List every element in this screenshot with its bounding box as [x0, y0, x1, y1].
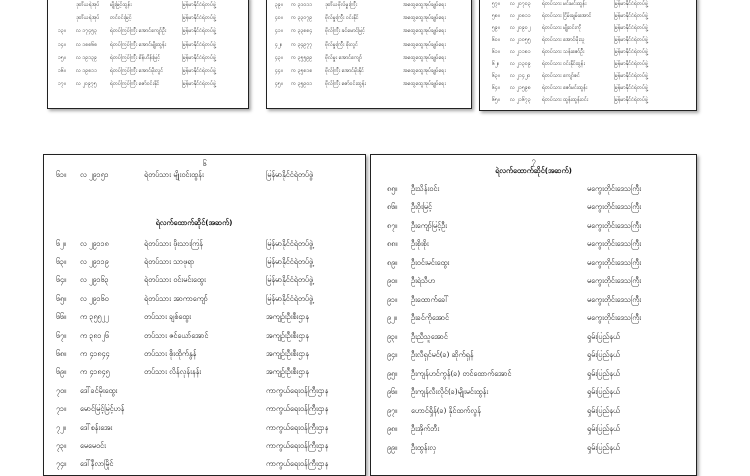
- page-thumbnail-top-left: [47, 0, 249, 109]
- entry-name: ရဲတပ်သား ဝင်းမင်းထွေး: [144, 275, 206, 285]
- entry-unit: မြန်မာနိုင်ငံရဲတပ်ဖွဲ့: [182, 41, 217, 48]
- entry-row: [275, 64, 465, 77]
- entry-number: ၅၈။: [492, 13, 500, 19]
- entry-name: ရဲတပ်သား ဖိုးသားကြန်: [144, 238, 203, 248]
- entry-row: [56, 170, 357, 181]
- entry-id: ဒုတိယရဲအုပ်: [76, 14, 100, 21]
- entry-name: ဗိုလ်ကြီး ခင်မောင်မြင့်: [325, 28, 366, 35]
- entry-unit: အထွေထွေအုပ်ချုပ်ရေး: [403, 54, 446, 61]
- entry-id: က ၃၈၁၂၆: [80, 330, 110, 340]
- entry-row: [492, 22, 690, 34]
- entry-row: [387, 439, 688, 458]
- entry-number: ၁၅။: [58, 54, 66, 61]
- page-number: ၆: [202, 159, 207, 168]
- entry-unit: မြန်မာနိုင်ငံရဲတပ်ဖွဲ့: [614, 61, 649, 67]
- entry-id: ဒုတိယရဲအုပ်: [76, 1, 100, 8]
- entry-id: က ၃၁၀၁၁: [291, 1, 313, 8]
- entry-unit: အကျဉ်းဦးစီးဌာန: [266, 367, 309, 377]
- entry-unit: ရှမ်းပြည်နယ်: [587, 387, 621, 397]
- entry-unit: မကွေးတိုင်းဒေသကြီး: [587, 239, 642, 249]
- entry-unit: မကွေးတိုင်းဒေသကြီး: [587, 313, 642, 323]
- entry-row: [387, 347, 688, 366]
- entry-id: မေမေဝင်း: [80, 440, 106, 450]
- entry-number: ၈၆။: [387, 202, 398, 212]
- entry-row: [56, 437, 357, 455]
- entry-row: [387, 291, 688, 310]
- entry-number: ၆၄။: [492, 85, 500, 91]
- entry-name: ဦးကျန်ဟင်ကွန်(ခ) တင်ထောက်အောင်: [411, 368, 512, 378]
- entry-id: လ ၂၀၉၇၅: [76, 81, 97, 88]
- entry-unit: မြန်မာနိုင်ငံရဲတပ်ဖွဲ့: [614, 97, 649, 103]
- entry-name: ရဲတပ်ကြပ်ကြီး စိန်ဟိန်းမြင့်: [110, 54, 161, 61]
- entry-row: [387, 236, 688, 255]
- entry-number: ၄၄။: [275, 68, 283, 75]
- entry-id: က ၃၄၉၇၇: [291, 41, 313, 48]
- entry-id: လ ၁၉၁၃၉: [76, 54, 98, 61]
- entry-name: ရဲတပ်ကြပ်ကြီး အောင်ကျော်ဦး: [110, 28, 167, 35]
- entry-number: ၆၄။: [56, 275, 67, 285]
- entry-unit: မြန်မာနိုင်ငံရဲတပ်ဖွဲ့: [266, 293, 314, 303]
- entry-unit: မြန်မာနိုင်ငံရဲတပ်ဖွဲ့: [266, 275, 314, 285]
- entry-row: [387, 254, 688, 273]
- page-number: ၇: [531, 156, 536, 165]
- entry-unit: ကာကွယ်ရေးဝန်ကြီးဌာန: [266, 404, 329, 414]
- entry-number: ၆၀။: [492, 37, 500, 43]
- entry-unit: မြန်မာနိုင်ငံရဲတပ်ဖွဲ့: [614, 1, 649, 7]
- entry-unit: မြန်မာနိုင်ငံရဲတပ်ဖွဲ့: [614, 49, 649, 55]
- entry-number: ၇၄။: [56, 459, 67, 469]
- page-thumbnail-bottom-right: [370, 154, 697, 476]
- entry-name: တပ်သား စိုးထိုက်နွန်: [144, 349, 197, 359]
- entry-number: ၆၂။: [56, 238, 66, 248]
- entry-name: ရဲတပ်သား မျိုးဝင်းထွန်း: [144, 170, 204, 179]
- entry-unit: အကျဉ်းဦးစီးဌာန: [266, 349, 309, 359]
- entry-row: [56, 401, 357, 419]
- entry-number: ၉၂။: [387, 313, 397, 323]
- entry-row: [492, 94, 690, 106]
- entry-unit: ရှမ်းပြည်နယ်: [587, 442, 621, 452]
- entry-number: ၆၁။: [492, 49, 500, 55]
- entry-id: က ၃၅၅၉၉: [291, 54, 313, 61]
- entry-unit: ရှမ်းပြည်နယ်: [587, 331, 621, 341]
- entry-name: ရဲတပ်သား သာဖုရာ: [144, 257, 195, 267]
- entry-unit: မကွေးတိုင်းဒေသကြီး: [587, 202, 642, 212]
- entry-row: [387, 328, 688, 347]
- entry-id: က ၃၃၈၈၄: [291, 28, 313, 35]
- entry-id: လ ၂၉၁၆၀: [80, 293, 109, 303]
- entry-name: ဦးလီရှင်မင်(ခ) ဆိုက်ရှန်: [411, 350, 474, 360]
- entry-number: ၆၅။: [492, 97, 500, 103]
- entry-row: [492, 10, 690, 22]
- entry-row: [275, 51, 465, 64]
- entry-unit: မကွေးတိုင်းဒေသကြီး: [587, 257, 642, 267]
- entry-name: ဗိုလ်မှူးကြီး စိုးလွင်: [325, 41, 358, 48]
- entry-number: ၁၃။: [58, 28, 66, 35]
- entry-name: ဦးကျန်လီးလိုင်(ခ)မျိုးမင်းထွန်း: [411, 387, 489, 397]
- entry-number: ၁၄။: [58, 41, 66, 48]
- entry-row: [492, 34, 690, 46]
- entry-name: ဦးဝိုးမြင့်: [411, 202, 432, 212]
- entry-id: က ၃၅၉၀၁: [291, 81, 313, 88]
- entry-name: တပ်သား ဇင်ယော်အောင်: [144, 330, 209, 340]
- entry-id: လ ၂၉၁၁၉: [80, 257, 109, 267]
- entry-row: [56, 382, 357, 400]
- entry-unit: မြန်မာနိုင်ငံရဲတပ်ဖွဲ့: [266, 170, 314, 179]
- entry-number: ၆၁။: [56, 170, 67, 179]
- entry-id: လ ၂၀၉၀၂: [510, 25, 531, 31]
- entry-list: [387, 180, 688, 458]
- entry-id: ဒေါ်နီလာမြိုင်: [80, 459, 114, 469]
- entry-unit: မြန်မာနိုင်ငံရဲတပ်ဖွဲ့: [614, 25, 649, 31]
- entry-name: ဦးဝင်းမင်းထွေး: [411, 257, 450, 267]
- entry-name: မျိုးမြင့်ထွန်း: [110, 1, 132, 8]
- entry-row: [56, 364, 357, 382]
- entry-name: ဦးထောက်ခေါ်: [411, 294, 449, 304]
- entry-row: [56, 327, 357, 345]
- page-thumbnail-bottom-left: [43, 154, 366, 476]
- entry-number: ၆၅။: [56, 293, 67, 303]
- entry-unit: ကာကွယ်ရေးဝန်ကြီးဌာန: [266, 385, 329, 395]
- entry-list: [58, 0, 242, 91]
- entry-name: ရဲတပ်သား ထွန်းထွန်းဝင်း: [542, 97, 589, 103]
- entry-row: [56, 309, 357, 327]
- entry-unit: ရှမ်းပြည်နယ်: [587, 405, 621, 415]
- entry-number: ၈၈။: [387, 239, 398, 249]
- entry-name: တပ်သား ချစ်ထွေး: [144, 312, 192, 322]
- entry-name: ရဲတပ်သား အာကာကျော်: [144, 293, 208, 303]
- entry-name: ဦးခင်ကိုအောင်: [411, 313, 450, 323]
- entry-id: လ ၂၁၆၇၃: [510, 97, 531, 103]
- entry-unit: မြန်မာနိုင်ငံရဲတပ်ဖွဲ့: [614, 85, 649, 91]
- entry-number: ၇၂။: [56, 422, 66, 432]
- entry-number: ၃၉။: [275, 1, 283, 8]
- entry-row: [58, 64, 242, 77]
- entry-id: လ ၂၁၄၂၀: [510, 73, 531, 79]
- entry-row: [387, 384, 688, 403]
- entry-number: ၁၇။: [58, 81, 66, 88]
- entry-name: ဦးအိုက်ဘီး: [411, 424, 440, 434]
- entry-row: [387, 421, 688, 440]
- entry-number: ၅၉။: [492, 25, 500, 31]
- section-heading: ရဲလက်ထောက်ဆိုင်(အဆက်): [155, 218, 233, 227]
- entry-row: [492, 46, 690, 58]
- entry-unit: မြန်မာနိုင်ငံရဲတပ်ဖွဲ့: [182, 1, 217, 8]
- entry-row: [58, 78, 242, 91]
- entry-id: ဒေါ်ခင်မိုးထွေး: [80, 385, 118, 395]
- entry-name: ရဲတပ်ကြပ်ကြီး ဇော်ဝင်းနိုင်: [110, 81, 160, 88]
- entry-list: [275, 0, 465, 91]
- entry-number: ၈၅။: [387, 183, 398, 193]
- entry-row: [275, 0, 465, 11]
- entry-name: ဦးရဲသီဟ: [411, 276, 435, 286]
- entry-id: က ၃၅၅၂၂: [80, 312, 109, 322]
- entry-row: [492, 0, 690, 10]
- entry-number: ၇၃။: [56, 440, 67, 450]
- entry-row: [387, 199, 688, 218]
- entry-number: ၉၁။: [387, 294, 398, 304]
- entry-name: ရဲတပ်သား ငြိမ်းချမ်းအောင်: [542, 13, 592, 19]
- entry-name: ဟောင်ရှိန်(ခ) နိုင်ထက်လွန်: [411, 405, 481, 415]
- entry-id: လ ၁၉၈၁၁: [76, 68, 98, 75]
- entry-row: [58, 51, 242, 64]
- entry-name: ဦးသိန်းဝင်း: [411, 183, 440, 193]
- entry-id: လ ၂၉၁၅၁: [80, 170, 109, 179]
- entry-unit: ကာကွယ်ရေးဝန်ကြီးဌာန: [266, 459, 329, 469]
- entry-unit: ရှမ်းပြည်နယ်: [587, 424, 621, 434]
- entry-row: [275, 38, 465, 51]
- entry-id: လ ၂၁၀၅၅: [510, 37, 531, 43]
- entry-number: ၆၃။: [492, 73, 500, 79]
- entry-row: [387, 365, 688, 384]
- entry-number: ၆၇။: [56, 330, 67, 340]
- entry-unit: အထွေထွေအုပ်ချုပ်ရေး: [403, 41, 446, 48]
- entry-number: ၆၂။: [492, 61, 500, 67]
- entry-unit: မြန်မာနိုင်ငံရဲတပ်ဖွဲ့: [182, 68, 217, 75]
- entry-unit: မြန်မာနိုင်ငံရဲတပ်ဖွဲ့: [266, 257, 314, 267]
- entry-name: ဗိုလ်မှူးကြီး ဝင်းနိုင်: [325, 14, 359, 21]
- entry-unit: မြန်မာနိုင်ငံရဲတပ်ဖွဲ့: [182, 28, 217, 35]
- entry-row: [58, 0, 242, 11]
- entry-id: လ ၂၁၁၈၁: [510, 49, 531, 55]
- entry-number: ၁၆။: [58, 68, 66, 75]
- page-thumbnail-top-right: [479, 0, 697, 111]
- entry-row: [492, 70, 690, 82]
- entry-name: ရဲတပ်သား သန်းဇော်ဦး: [542, 49, 585, 55]
- entry-name: ဦးထွန်းလှ: [411, 442, 437, 452]
- entry-number: ၄၁။: [275, 28, 283, 35]
- entry-row: [492, 82, 690, 94]
- entry-unit: မြန်မာနိုင်ငံရဲတပ်ဖွဲ့: [614, 73, 649, 79]
- entry-id: လ ၂၉၁၁၈: [80, 238, 109, 248]
- entry-id: က ၄၁၈၄၅: [80, 367, 110, 377]
- entry-number: ၉၉။: [387, 442, 398, 452]
- entry-name: ရဲတပ်ကြပ်ကြီး အောင်မိုးလွင်: [110, 68, 164, 75]
- entry-name: ရဲတပ်သား ဝင်းနိုင်ထွန်း: [542, 61, 585, 67]
- entry-row: [56, 345, 357, 363]
- entry-row: [56, 456, 357, 474]
- entry-row: [58, 38, 242, 51]
- entry-number: ၆၉။: [56, 367, 67, 377]
- entry-unit: ရှမ်းပြည်နယ်: [587, 368, 621, 378]
- entry-row: [56, 419, 357, 437]
- entry-row: [275, 25, 465, 38]
- entry-unit: အထွေထွေအုပ်ချုပ်ရေး: [403, 1, 446, 8]
- entry-name: ရဲတပ်ကြပ်ကြီး အောင်မျိုးထွန်း: [110, 41, 167, 48]
- entry-unit: မြန်မာနိုင်ငံရဲတပ်ဖွဲ့: [182, 14, 217, 21]
- entry-id: လ ၂၀၇၀၃: [510, 1, 531, 7]
- entry-number: ၉၈။: [387, 424, 398, 434]
- entry-number: ၇၁။: [56, 404, 67, 414]
- entry-name: ဗိုလ်မှူး အောင်ကျော်: [325, 54, 362, 61]
- entry-row: [56, 253, 357, 271]
- entry-row: [387, 402, 688, 421]
- entry-unit: မကွေးတိုင်းဒေသကြီး: [587, 183, 642, 193]
- entry-number: ၈၇။: [387, 220, 398, 230]
- entry-name: ရဲတပ်သား ကျော်ဇင်: [542, 73, 580, 79]
- entry-row: [492, 58, 690, 70]
- entry-unit: မြန်မာနိုင်ငံရဲတပ်ဖွဲ့: [182, 81, 217, 88]
- entry-name: ရဲတပ်သား မင်းမင်းထွန်း: [542, 1, 587, 7]
- entry-unit: ရှမ်းပြည်နယ်: [587, 350, 621, 360]
- entry-name: ဦးကျော်မြင့်ဦး: [411, 220, 447, 230]
- entry-list: [56, 235, 357, 474]
- entry-name: ဦးစိုးစိုး: [411, 239, 429, 249]
- entry-name: ရဲတပ်သား ဇော်မင်းထွန်း: [542, 85, 588, 91]
- entry-row: [275, 78, 465, 91]
- entry-number: ၇၀။: [56, 385, 67, 395]
- entry-unit: အကျဉ်းဦးစီးဌာန: [266, 330, 309, 340]
- entry-unit: မကွေးတိုင်းဒေသကြီး: [587, 276, 642, 286]
- entry-id: လ ၁၇၄၅၃: [76, 28, 98, 35]
- entry-row: [387, 217, 688, 236]
- entry-row: [387, 180, 688, 199]
- entry-row: [56, 272, 357, 290]
- entry-number: ၆၈။: [56, 349, 67, 359]
- entry-unit: အထွေထွေအုပ်ချုပ်ရေး: [403, 81, 446, 88]
- entry-row: [275, 11, 465, 24]
- entry-row: [58, 25, 242, 38]
- entry-unit: အထွေထွေအုပ်ချုပ်ရေး: [403, 28, 446, 35]
- entry-name: တင်ဝင်းမြင့်: [110, 14, 132, 21]
- entry-number: ၄၀။: [275, 14, 283, 21]
- entry-number: ၉၆။: [387, 387, 398, 397]
- entry-unit: အထွေထွေအုပ်ချုပ်ရေး: [403, 14, 446, 21]
- entry-unit: ကာကွယ်ရေးဝန်ကြီးဌာန: [266, 422, 329, 432]
- entry-number: ၄၂။: [275, 41, 283, 48]
- entry-number: ၄၃။: [275, 54, 283, 61]
- entry-unit: အကျဉ်းဦးစီးဌာန: [266, 312, 309, 322]
- entry-unit: အထွေထွေအုပ်ချုပ်ရေး: [403, 68, 446, 75]
- entry-unit: မကွေးတိုင်းဒေသကြီး: [587, 294, 642, 304]
- entry-id: လ ၂၉၁၆၃: [80, 275, 109, 285]
- entry-name: ဒုတိယဗိုလ်မှူးကြီး: [325, 1, 358, 8]
- entry-row: [387, 273, 688, 292]
- entry-name: ရဲတပ်သား အောင်မိုးသူ: [542, 37, 585, 43]
- entry-number: ၅၇။: [492, 1, 500, 7]
- entry-row: [56, 290, 357, 308]
- section-heading: ရဲလက်ထောက်ဆိုင်(အဆက်): [495, 166, 572, 175]
- entry-id: မောင်မြင့်မြင့်ဟန်: [80, 404, 125, 414]
- entry-unit: ကာကွယ်ရေးဝန်ကြီးဌာန: [266, 440, 329, 450]
- entry-number: ၈၉။: [387, 257, 398, 267]
- entry-id: လ ၁၈၈၆၈: [76, 41, 98, 48]
- entry-id: က ၃၅၈၁၈: [291, 68, 313, 75]
- entry-unit: မြန်မာနိုင်ငံရဲတပ်ဖွဲ့: [614, 37, 649, 43]
- entry-unit: မကွေးတိုင်းဒေသကြီး: [587, 220, 642, 230]
- entry-name: တပ်သား လိန်လုန်းနန်း: [144, 367, 202, 377]
- entry-id: က ၃၃၀၇၉: [291, 14, 313, 21]
- entry-id: လ ၂၁၃၀၉: [510, 61, 531, 67]
- entry-number: ၉၄။: [387, 350, 398, 360]
- entry-number: ၆၃။: [56, 257, 67, 267]
- entry-number: ၉၀။: [387, 276, 398, 286]
- entry-name: ဗိုလ်ကြီး ဇော်ဝင်းထွန်း: [325, 81, 366, 88]
- entry-number: ၉၅။: [387, 368, 398, 378]
- entry-unit: မြန်မာနိုင်ငံရဲတပ်ဖွဲ့: [182, 54, 217, 61]
- entry-id: က ၄၁၈၄၄: [80, 349, 110, 359]
- entry-row: [387, 310, 688, 329]
- entry-id: ဒေါ်စန်းအေး: [80, 422, 113, 432]
- entry-number: ၉၇။: [387, 405, 398, 415]
- entry-unit: မြန်မာနိုင်ငံရဲတပ်ဖွဲ့: [266, 238, 314, 248]
- entry-number: ၉၃။: [387, 331, 398, 341]
- entry-id: လ ၂၁၅၉၈: [510, 85, 531, 91]
- entry-unit: မြန်မာနိုင်ငံရဲတပ်ဖွဲ့: [614, 13, 649, 19]
- entry-name: ဦးညီသူအောင်: [411, 331, 448, 341]
- entry-name: ဗိုလ်ကြီး အောင်မိုးနိုင်: [325, 68, 364, 75]
- entry-name: ရဲတပ်သား မျိုးဝင်းကို: [542, 25, 582, 31]
- entry-number: ၄၅။: [275, 81, 283, 88]
- entry-number: ၆၆။: [56, 312, 67, 322]
- entry-row: [58, 11, 242, 24]
- entry-list: [492, 0, 690, 106]
- page-thumbnail-top-middle: [266, 0, 472, 109]
- entry-id: လ ၂၀၈၁၁: [510, 13, 531, 19]
- entry-row: [56, 235, 357, 253]
